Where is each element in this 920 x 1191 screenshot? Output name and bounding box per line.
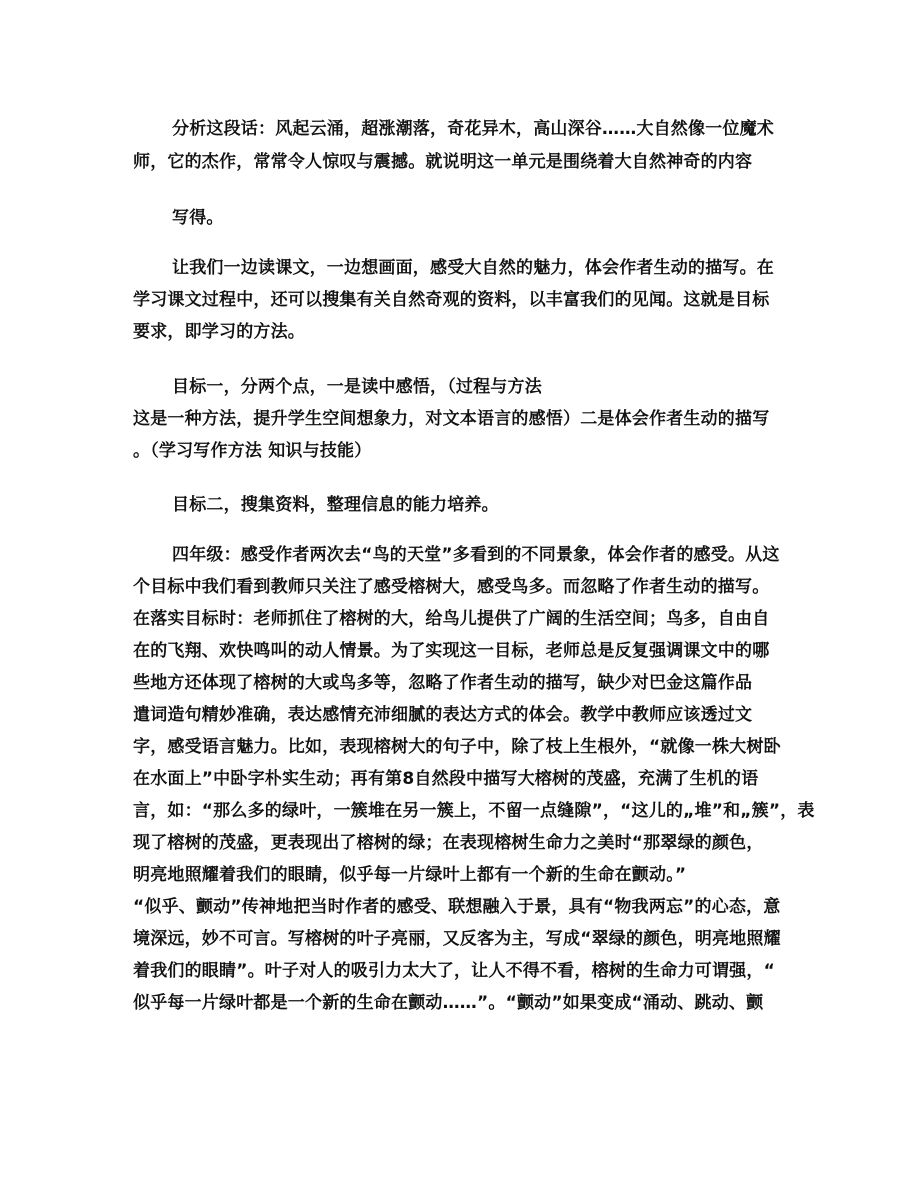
paragraph-6-line-1: 四年级：感受作者两次去“鸟的天堂”多看到的不同景象，体会作者的感受。从这	[172, 545, 780, 565]
paragraph-6-line-15: 似乎每一片绿叶都是一个新的生命在颤动……”。“颤动”如果变成“涌动、跳动、颤	[133, 993, 764, 1013]
paragraph-6-line-7: 字，感受语言魅力。比如，表现榕树大的句子中，除了枝上生根外，“就像一株大树卧	[133, 737, 781, 757]
paragraph-6-line-4: 在的飞翔、欢快鸣叫的动人情景。为了实现这一目标，老师总是反复强调课文中的哪	[133, 641, 770, 661]
paragraph-6-line-12: “似乎、颤动”传神地把当时作者的感受、联想融入于景，具有“物我两忘”的心态，意	[133, 897, 781, 917]
paragraph-6-line-6: 遣词造句精妙准确，表达感情充沛细腻的表达方式的体会。教学中教师应该透过文	[133, 705, 753, 725]
paragraph-1-line-2: 师，它的杰作，常常令人惊叹与震撼。就说明这一单元是围绕着大自然神奇的内容	[133, 152, 753, 172]
paragraph-6-line-14: 着我们的眼睛”。叶子对人的吸引力太大了，让人不得不看，榕树的生命力可谓强，“	[133, 961, 775, 981]
paragraph-5-line-1: 目标二，搜集资料，整理信息的能力培养。	[172, 495, 499, 515]
paragraph-3-line-2: 学习课文过程中，还可以搜集有关自然奇观的资料，以丰富我们的见闻。这就是目标	[133, 290, 770, 310]
paragraph-6-line-10: 现了榕树的茂盛，更表现出了榕树的绿；在表现榕树生命力之美时“那翠绿的颜色，	[133, 833, 764, 853]
paragraph-3-line-3: 要求，即学习的方法。	[133, 322, 305, 342]
paragraph-4-line-3: 。（学习写作方法 知识与技能）	[133, 441, 372, 461]
paragraph-2-line-1: 写得。	[172, 208, 224, 228]
paragraph-6-line-11: 明亮地照耀着我们的眼睛，似乎每一片绿叶上都有一个新的生命在颤动。”	[133, 865, 687, 885]
paragraph-6-line-5: 些地方还体现了榕树的大或鸟多等，忽略了作者生动的描写，缺少对巴金这篇作品	[133, 673, 753, 693]
paragraph-6-line-9: 言，如：“那么多的绿叶，一簇堆在另一簇上，不留一点缝隙”，“这儿的„堆”和„簇”，表	[133, 801, 815, 821]
paragraph-1-line-1: 分析这段话：风起云涌，超涨潮落，奇花异木，高山深谷……大自然像一位魔术	[172, 119, 774, 139]
paragraph-6-line-3: 在落实目标时：老师抓住了榕树的大，给鸟儿提供了广阔的生活空间；鸟多，自由自	[133, 609, 770, 629]
paragraph-4-line-1: 目标一，分两个点，一是读中感悟，（过程与方法	[172, 377, 542, 397]
paragraph-6-line-2: 个目标中我们看到教师只关注了感受榕树大，感受鸟多。而忽略了作者生动的描写。	[133, 577, 770, 597]
paragraph-6-line-8: 在水面上”中卧字朴实生动；再有第8自然段中描写大榕树的茂盛，充满了生机的语	[133, 769, 759, 789]
paragraph-3-line-1: 让我们一边读课文，一边想画面，感受大自然的魅力，体会作者生动的描写。在	[172, 258, 774, 278]
paragraph-4-line-2: 这是一种方法，提升学生空间想象力，对文本语言的感悟）二是体会作者生动的描写	[133, 409, 770, 429]
paragraph-6-line-13: 境深远，妙不可言。写榕树的叶子亮丽，又反客为主，写成“翠绿的颜色，明亮地照耀	[133, 929, 781, 949]
